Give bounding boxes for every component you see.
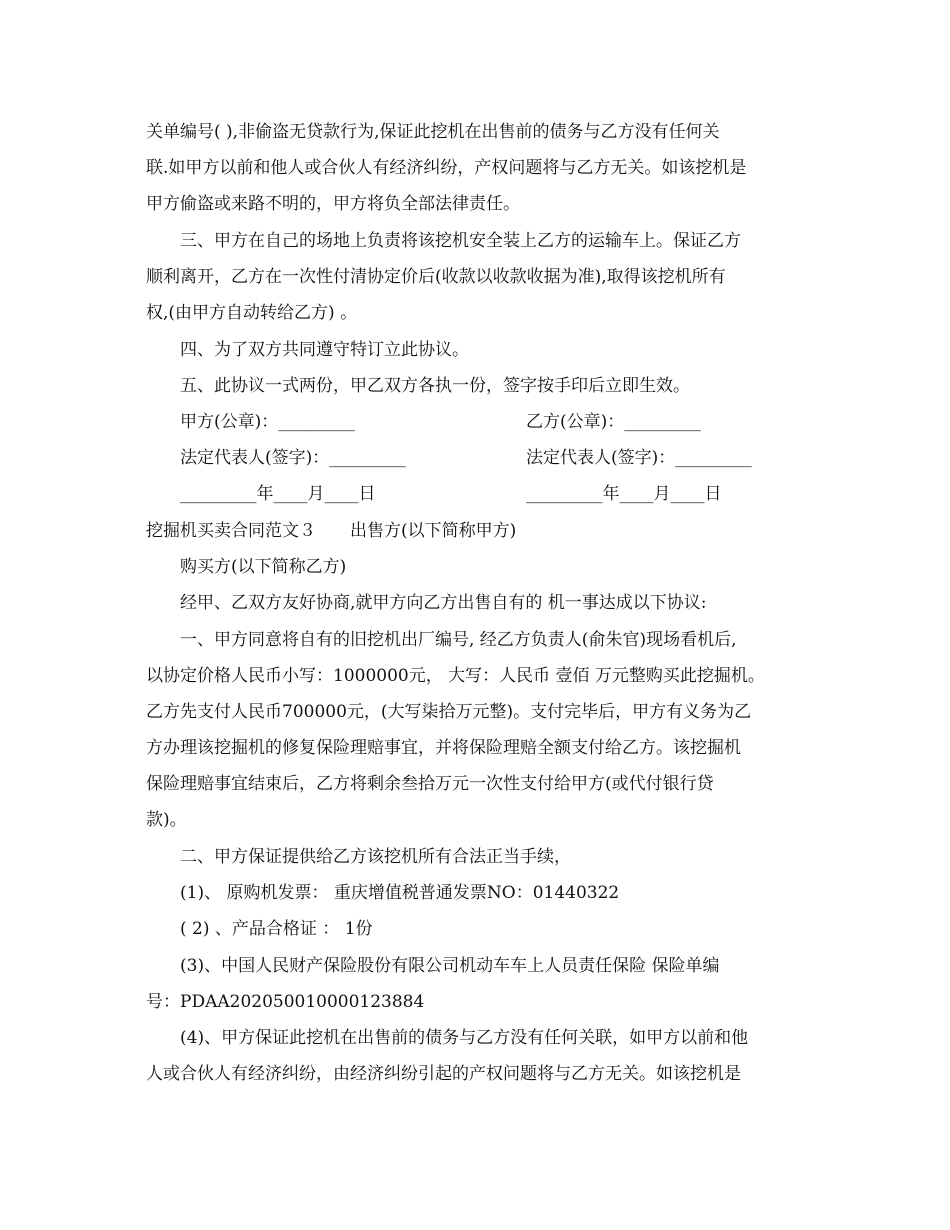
paragraph-line: 权,(由甲方自动转给乙方) 。 — [146, 303, 358, 323]
party-b-seal-line: 乙方(公章)：_________ — [526, 412, 701, 432]
paragraph-line: (1)、 原购机发票： 重庆增值税普通发票NO：01440322 — [180, 883, 620, 903]
paragraph-line: 三、甲方在自己的场地上负责将该挖机安全装上乙方的运输车上。保证乙方 — [180, 231, 741, 251]
paragraph-line: ( 2) 、产品合格证 ： 1份 — [180, 919, 373, 939]
party-a-date-line: _________年____月____日 — [180, 484, 376, 504]
paragraph-line: 购买方(以下简称乙方) — [180, 557, 347, 577]
party-b-representative-line: 法定代表人(签字)：_________ — [526, 448, 752, 468]
paragraph-line: 号：PDAA202050010000123884 — [146, 992, 425, 1012]
paragraph-line: 人或合伙人有经济纠纷，由经济纠纷引起的产权问题将与乙方无关。如该挖机是 — [146, 1064, 741, 1084]
paragraph-line: 方办理该挖掘机的修复保险理赔事宜，并将保险理赔全额支付给乙方。该挖掘机 — [146, 738, 741, 758]
paragraph-line: (4)、甲方保证此挖机在出售前的债务与乙方没有任何关联，如甲方以前和他 — [180, 1028, 749, 1048]
party-b-date-line: _________年____月____日 — [526, 484, 722, 504]
party-a-seal-line: 甲方(公章)：_________ — [180, 412, 355, 432]
paragraph-line: 款)。 — [146, 810, 187, 830]
paragraph-line: 二、甲方保证提供给乙方该挖机所有合法正当手续， — [180, 847, 571, 867]
paragraph-line: 经甲、乙双方友好协商,就甲方向乙方出售自有的 机一事达成以下协议: — [180, 593, 707, 613]
paragraph-line: (3)、中国人民财产保险股份有限公司机动车车上人员责任保险 保险单编 — [180, 956, 720, 976]
paragraph-line: 一、甲方同意将自有的旧挖机出厂编号, 经乙方负责人(俞朱官)现场看机后, — [180, 630, 737, 650]
paragraph-line: 保险理赔事宜结束后，乙方将剩余叁拾万元一次性支付给甲方(或代付银行贷 — [146, 774, 714, 794]
party-a-representative-line: 法定代表人(签字)：_________ — [180, 448, 406, 468]
paragraph-line: 关单编号( ),非偷盗无贷款行为,保证此挖机在出售前的债务与乙方没有任何关 — [146, 122, 720, 142]
paragraph-line: 甲方偷盗或来路不明的，甲方将负全部法律责任。 — [146, 194, 520, 214]
section-heading: 挖掘机买卖合同范文３ 出售方(以下简称甲方) — [146, 521, 517, 541]
paragraph-line: 联.如甲方以前和他人或合伙人有经济纠纷，产权问题将与乙方无关。如该挖机是 — [146, 158, 747, 178]
paragraph-line: 乙方先支付人民币700000元，(大写柒拾万元整)。支付完毕后，甲方有义务为乙 — [146, 702, 752, 722]
paragraph-line: 顺利离开，乙方在一次性付清协定价后(收款以收款收据为准),取得该挖机所有 — [146, 267, 726, 287]
paragraph-line: 五、此协议一式两份，甲乙双方各执一份，签字按手印后立即生效。 — [180, 376, 690, 396]
paragraph-line: 四、为了双方共同遵守特订立此协议。 — [180, 340, 469, 360]
paragraph-line: 以协定价格人民币小写：1000000元， 大写：人民币 壹佰 万元整购买此挖掘机。 — [146, 666, 765, 686]
